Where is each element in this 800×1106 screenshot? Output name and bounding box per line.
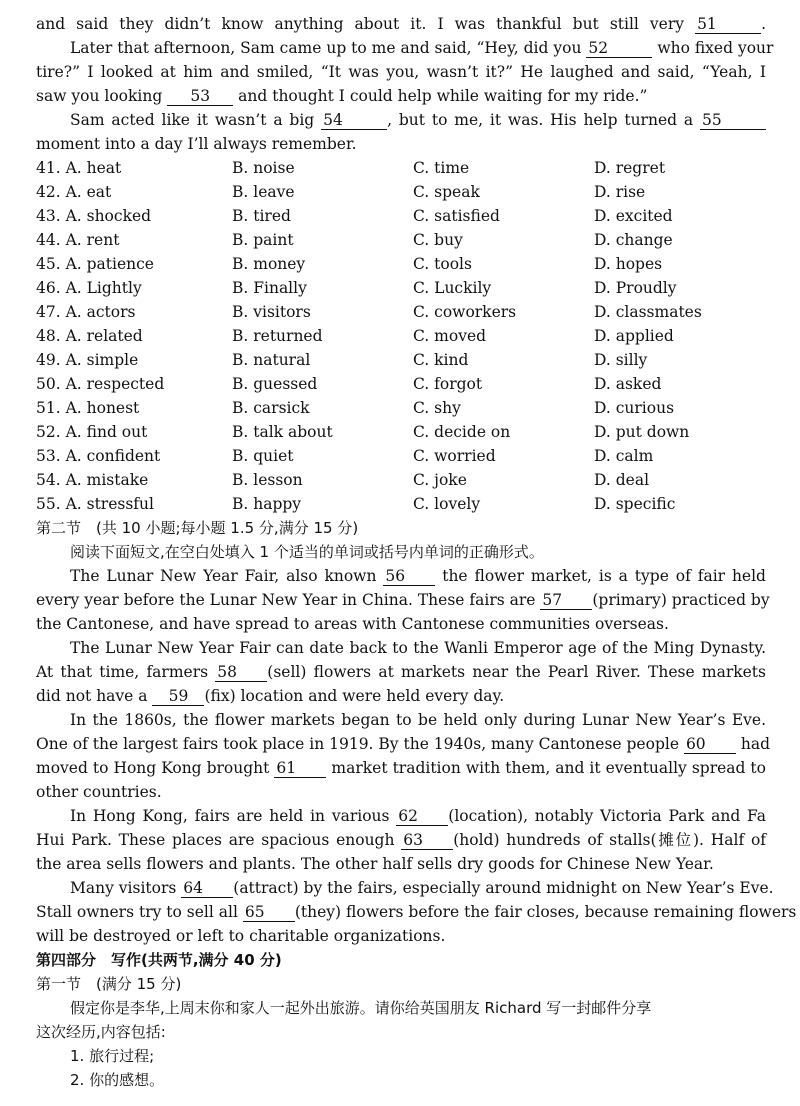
option-a: 53. A. confident <box>36 447 161 465</box>
option-c: C. moved <box>413 327 487 345</box>
option-a: 49. A. simple <box>36 351 139 369</box>
option-row <box>36 180 766 204</box>
option-d: D. change <box>594 231 673 249</box>
option-a: 43. A. shocked <box>36 207 152 225</box>
option-c: C. forgot <box>413 375 483 393</box>
option-c: C. joke <box>413 471 467 489</box>
section-heading: 第一节 (满分 15 分) <box>36 975 182 993</box>
section-heading: 第二节 (共 10 小题;每小题 1.5 分,满分 15 分) <box>36 519 359 537</box>
blank-57: 57 <box>540 591 592 610</box>
option-row <box>36 300 766 324</box>
option-d: D. silly <box>594 351 648 369</box>
blank-56: 56 <box>383 567 435 586</box>
option-a: 41. A. heat <box>36 159 122 177</box>
option-row <box>36 444 766 468</box>
option-d: D. applied <box>594 327 674 345</box>
option-d: D. regret <box>594 159 666 177</box>
option-b: B. paint <box>232 231 294 249</box>
passage-line: other countries. <box>36 783 162 801</box>
option-d: D. curious <box>594 399 675 417</box>
option-a: 51. A. honest <box>36 399 140 417</box>
passage-line: tire?” I looked at him and smiled, “It was you, wasn’t it?” He laughed and said, “Yeah, I <box>36 63 766 81</box>
option-row <box>36 204 766 228</box>
blank-51: 51 <box>695 15 761 34</box>
option-row <box>36 324 766 348</box>
blank-60: 60 <box>684 735 736 754</box>
passage-line: Many visitors 64 (attract) by the fairs, especially around midnight on New Year’s Eve. <box>70 879 774 897</box>
blank-58: 58 <box>215 663 267 682</box>
option-d: D. Proudly <box>594 279 677 297</box>
option-d: D. classmates <box>594 303 702 321</box>
blank-63: 63 <box>401 831 453 850</box>
option-d: D. excited <box>594 207 673 225</box>
option-b: B. happy <box>232 495 302 513</box>
passage-line: the Cantonese, and have spread to areas with Cantonese communities overseas. <box>36 615 669 633</box>
writing-prompt: 假定你是李华,上周末你和家人一起外出旅游。请你给英国朋友 Richard 写一封邮件分享 <box>70 999 652 1017</box>
writing-prompt: 这次经历,内容包括: <box>36 1023 166 1041</box>
option-c: C. Luckily <box>413 279 492 297</box>
option-row <box>36 420 766 444</box>
option-a: 50. A. respected <box>36 375 165 393</box>
blank-64: 64 <box>181 879 233 898</box>
blank-59: 59 <box>152 687 204 706</box>
option-row <box>36 252 766 276</box>
option-a: 42. A. eat <box>36 183 112 201</box>
option-c: C. kind <box>413 351 469 369</box>
option-d: D. calm <box>594 447 654 465</box>
option-c: C. speak <box>413 183 480 201</box>
option-a: 54. A. mistake <box>36 471 149 489</box>
passage-line: The Lunar New Year Fair can date back to the Wanli Emperor age of the Ming Dynasty. <box>70 639 766 657</box>
option-a: 55. A. stressful <box>36 495 154 513</box>
passage-line: At that time, farmers 58 (sell) flowers at markets near the Pearl River. These markets <box>36 663 766 681</box>
section-instruction: 阅读下面短文,在空白处填入 1 个适当的单词或括号内单词的正确形式。 <box>70 543 544 561</box>
passage-line: In the 1860s, the flower markets began to be held only during Lunar New Year’s Eve. <box>70 711 766 729</box>
option-b: B. natural <box>232 351 311 369</box>
option-a: 48. A. related <box>36 327 143 345</box>
option-b: B. noise <box>232 159 295 177</box>
option-b: B. carsick <box>232 399 310 417</box>
option-a: 47. A. actors <box>36 303 136 321</box>
passage-line: every year before the Lunar New Year in China. These fairs are 57 (primary) practiced by <box>36 591 770 609</box>
passage-line: Hui Park. These places are spacious enough 63 (hold) hundreds of stalls(摊位). Half of <box>36 831 767 849</box>
prompt-item: 1. 旅行过程; <box>70 1047 155 1065</box>
option-b: B. Finally <box>232 279 307 297</box>
blank-54: 54 <box>321 111 387 130</box>
blank-61: 61 <box>274 759 326 778</box>
option-row <box>36 372 766 396</box>
option-c: C. tools <box>413 255 472 273</box>
blank-62: 62 <box>396 807 448 826</box>
passage-line: moved to Hong Kong brought 61 market tradition with them, and it eventually spread to <box>36 759 766 777</box>
option-c: C. satisfied <box>413 207 500 225</box>
option-c: C. decide on <box>413 423 511 441</box>
option-b: B. returned <box>232 327 323 345</box>
option-a: 52. A. find out <box>36 423 148 441</box>
option-d: D. deal <box>594 471 650 489</box>
option-c: C. worried <box>413 447 496 465</box>
option-row <box>36 156 766 180</box>
option-a: 44. A. rent <box>36 231 120 249</box>
option-b: B. visitors <box>232 303 311 321</box>
passage-line: did not have a 59 (fix) location and were held every day. <box>36 687 505 705</box>
option-row <box>36 492 766 516</box>
blank-65: 65 <box>243 903 295 922</box>
passage-line: will be destroyed or left to charitable organizations. <box>36 927 446 945</box>
option-c: C. time <box>413 159 470 177</box>
option-b: B. tired <box>232 207 291 225</box>
option-row <box>36 348 766 372</box>
prompt-item: 2. 你的感想。 <box>70 1071 165 1089</box>
option-b: B. quiet <box>232 447 294 465</box>
option-c: C. lovely <box>413 495 481 513</box>
option-a: 45. A. patience <box>36 255 154 273</box>
option-row <box>36 396 766 420</box>
passage-line: and said they didn’t know anything about it. I was thankful but still very 51 . <box>36 15 766 33</box>
option-d: D. rise <box>594 183 646 201</box>
option-row <box>36 228 766 252</box>
blank-53: 53 <box>167 87 233 106</box>
passage-line: Stall owners try to sell all 65 (they) flowers before the fair closes, because remaining flowers <box>36 903 797 921</box>
passage-line: Sam acted like it wasn’t a big 54 , but to me, it was. His help turned a 55 <box>70 108 766 132</box>
passage-line: In Hong Kong, fairs are held in various 62 (location), notably Victoria Park and Fa <box>70 807 766 825</box>
option-a: 46. A. Lightly <box>36 279 142 297</box>
passage-line: One of the largest fairs took place in 1919. By the 1940s, many Cantonese people 60 had <box>36 735 771 753</box>
option-b: B. leave <box>232 183 295 201</box>
option-c: C. shy <box>413 399 461 417</box>
option-b: B. lesson <box>232 471 303 489</box>
passage-line: the area sells flowers and plants. The other half sells dry goods for Chinese New Year. <box>36 855 714 873</box>
option-b: B. talk about <box>232 423 333 441</box>
passage-line: The Lunar New Year Fair, also known 56 the flower market, is a type of fair held <box>70 567 766 585</box>
option-b: B. money <box>232 255 306 273</box>
option-row <box>36 468 766 492</box>
option-d: D. hopes <box>594 255 663 273</box>
option-row <box>36 276 766 300</box>
passage-line: Later that afternoon, Sam came up to me and said, “Hey, did you 52 who fixed your <box>70 39 774 57</box>
option-d: D. put down <box>594 423 690 441</box>
blank-55: 55 <box>700 111 766 130</box>
option-c: C. buy <box>413 231 463 249</box>
option-c: C. coworkers <box>413 303 517 321</box>
option-d: D. asked <box>594 375 662 393</box>
blank-52: 52 <box>586 39 652 58</box>
part-heading: 第四部分 写作(共两节,满分 40 分) <box>36 951 282 969</box>
passage-line: saw you looking 53 and thought I could help while waiting for my ride.” <box>36 87 648 105</box>
passage-line: moment into a day I’ll always remember. <box>36 135 357 153</box>
option-b: B. guessed <box>232 375 318 393</box>
option-d: D. specific <box>594 495 676 513</box>
